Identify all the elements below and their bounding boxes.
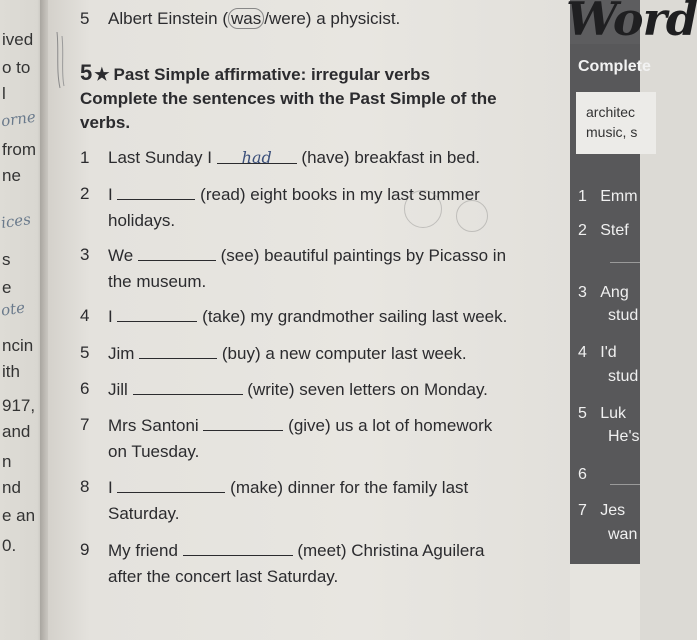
item-text-after: /were) a physicist.	[264, 9, 401, 28]
margin-fragment: 0.	[2, 536, 17, 555]
item-text-before: Jim	[108, 344, 140, 363]
item-text-after: (have) breakfast in bed.	[296, 148, 481, 167]
item-number: 6	[80, 379, 90, 398]
margin-fragment: nd	[2, 478, 21, 497]
star-icon: ★	[94, 65, 110, 84]
row-number: 3	[578, 284, 587, 301]
margin-fragment: n	[2, 452, 12, 471]
margin-fragment: ived	[2, 30, 34, 49]
panel-row-continued: He's	[608, 428, 640, 445]
item-text-after: (give) us a lot of homework on Tuesday.	[108, 416, 493, 461]
answer-blank[interactable]	[133, 376, 243, 395]
row-number: 4	[578, 344, 587, 361]
margin-fragment: s	[2, 250, 11, 269]
item-text-after: (read) eight books in my last summer holidays.	[108, 185, 480, 230]
panel-row	[578, 405, 626, 423]
panel-row	[578, 502, 625, 520]
row-number: 1	[578, 188, 587, 205]
item-text-before: Albert Einstein (	[108, 9, 228, 28]
item-text-before: I	[108, 185, 118, 204]
item-text-before: Mrs Santoni	[108, 416, 204, 435]
margin-fragment: o to	[2, 58, 31, 77]
item-text-after: (buy) a new computer last week.	[217, 344, 467, 363]
margin-fragment: from	[2, 140, 36, 159]
item-text-after: (take) my grandmother sailing last week.	[197, 307, 508, 326]
item-text-before: I	[108, 478, 118, 497]
margin-fragment: ith	[2, 362, 20, 381]
row-text: Luk	[600, 405, 627, 422]
item-text-after: (meet) Christina Aguilera after the concert last Saturday.	[108, 541, 485, 586]
margin-fragment: e	[2, 278, 12, 297]
panel-row	[578, 188, 638, 206]
item-number: 7	[80, 415, 90, 434]
margin-fragment: 917,	[2, 396, 36, 415]
item-number: 8	[80, 477, 90, 496]
answer-blank[interactable]	[183, 537, 293, 556]
item-text-before: Jill	[108, 380, 133, 399]
margin-handwriting: ote	[0, 298, 27, 320]
handwritten-answer: had	[241, 148, 272, 167]
margin-fragment: ncin	[2, 336, 34, 355]
answer-line	[610, 484, 640, 485]
panel-heading: Complete	[578, 58, 651, 75]
margin-fragment: and	[2, 422, 31, 441]
item-text-after: (write) seven letters on Monday.	[242, 380, 488, 399]
item-text-before: We	[108, 246, 138, 265]
answer-blank[interactable]	[117, 181, 195, 200]
item-number: 1	[80, 148, 90, 167]
answer-blank[interactable]	[138, 242, 216, 261]
exercise-heading	[80, 60, 430, 86]
answer-line	[610, 262, 640, 263]
word-box	[576, 92, 656, 154]
row-text: I'd	[600, 344, 617, 361]
item-text-before: I	[108, 307, 118, 326]
previous-page-edge	[0, 0, 44, 640]
banner-title: Word	[566, 0, 697, 46]
row-text: Jes	[600, 502, 626, 519]
row-number: 6	[578, 466, 587, 483]
row-text: Emm	[600, 188, 638, 205]
row-text: Ang	[600, 284, 629, 301]
item-text-after: (see) beautiful paintings by Picasso in the museum.	[108, 246, 507, 291]
panel-row-continued: wan	[608, 526, 638, 543]
answer-blank[interactable]	[217, 145, 297, 167]
section-banner	[566, 0, 697, 46]
circled-answer: was	[228, 8, 264, 29]
panel-row	[578, 344, 617, 362]
row-number: 2	[578, 222, 587, 239]
margin-fragment: e an	[2, 506, 36, 525]
row-text: Stef	[600, 222, 629, 239]
item-number: 5	[80, 9, 90, 28]
panel-row	[578, 466, 587, 484]
answer-blank[interactable]	[139, 340, 217, 359]
margin-handwriting: ices	[0, 210, 32, 232]
margin-fragment: ne	[2, 166, 21, 185]
item-number: 3	[80, 245, 90, 264]
word-box-line: music, s	[586, 124, 638, 140]
previous-exercise-item	[80, 9, 400, 29]
row-number: 5	[578, 405, 587, 422]
show-through-mark	[404, 190, 442, 228]
exercise-title: Past Simple affirmative: irregular verbs	[113, 65, 431, 84]
answer-blank[interactable]	[203, 412, 283, 431]
next-page-edge	[566, 0, 697, 640]
item-number: 2	[80, 184, 90, 203]
margin-fragment: l	[2, 84, 6, 103]
item-text-before: My friend	[108, 541, 183, 560]
item-number: 4	[80, 306, 90, 325]
panel-row	[578, 222, 629, 240]
margin-handwriting: orne	[0, 107, 37, 131]
pencil-mark	[54, 30, 68, 90]
panel-row	[578, 284, 629, 302]
answer-blank[interactable]	[117, 474, 225, 493]
exercise-instruction: Complete the sentences with the Past Simple of the verbs.	[80, 89, 497, 132]
show-through-mark	[456, 200, 488, 232]
item-number: 9	[80, 540, 90, 559]
item-number: 5	[80, 343, 90, 362]
panel-row-continued: stud	[608, 307, 639, 324]
item-text-after: (make) dinner for the family last Saturday.	[108, 478, 469, 523]
exercise-number: 5	[80, 60, 93, 85]
answer-blank[interactable]	[117, 303, 197, 322]
item-text-before: Last Sunday I	[108, 148, 217, 167]
row-number: 7	[578, 502, 587, 519]
word-box-line: architec	[586, 104, 636, 120]
panel-row-continued: stud	[608, 368, 639, 385]
